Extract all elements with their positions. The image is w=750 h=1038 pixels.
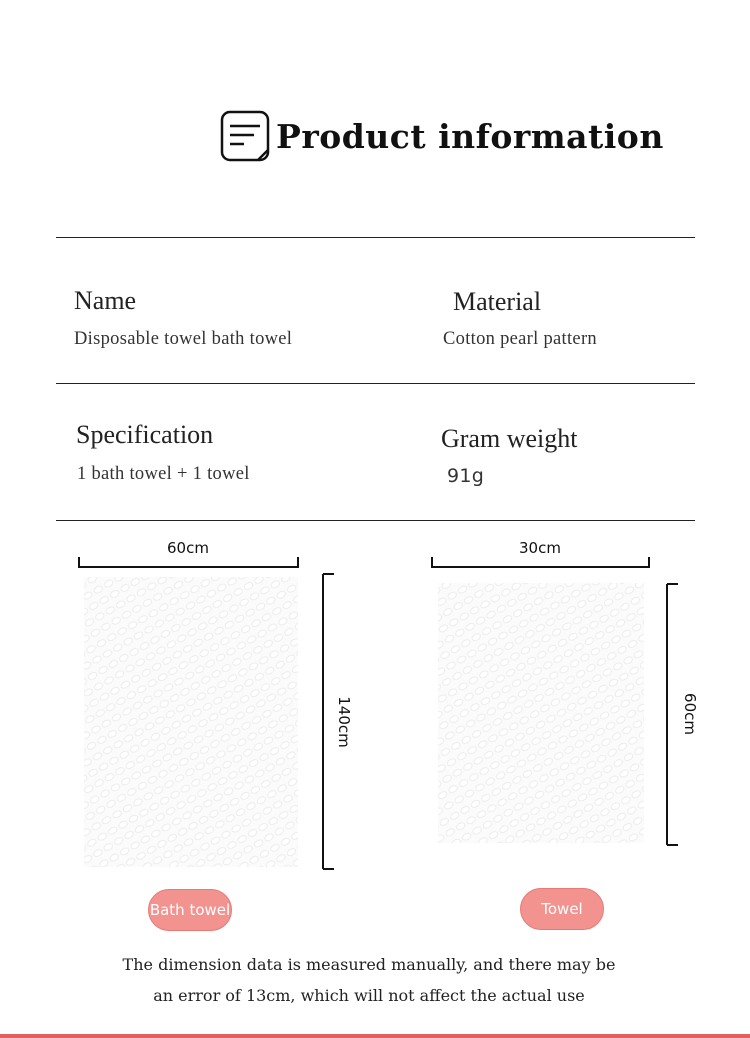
material-value: Cotton pearl pattern [443, 329, 597, 349]
bath-towel-badge: Bath towel [148, 889, 232, 931]
gram-weight-value: 91g [447, 465, 485, 487]
specification-value: 1 bath towel + 1 towel [77, 464, 250, 484]
towel-width-bracket [431, 556, 651, 570]
specification-label: Specification [76, 420, 214, 449]
bottom-accent-bar [0, 1034, 750, 1038]
towel-image [438, 583, 644, 843]
towel-length-label: 60cm [680, 693, 699, 735]
divider-middle [56, 383, 695, 384]
bath-towel-image [84, 577, 298, 867]
name-label: Name [74, 286, 137, 315]
measurement-note-line2: an error of 13cm, which will not affect the actual use [153, 986, 585, 1005]
bath-towel-length-label: 140cm [334, 696, 353, 748]
towel-badge: Towel [520, 888, 604, 930]
towel-length-bracket [664, 583, 680, 847]
page-title: Product information [276, 116, 664, 156]
document-lines-icon [220, 110, 270, 162]
bath-towel-length-bracket [320, 573, 336, 871]
bath-towel-width-label: 60cm [167, 539, 209, 557]
page-header [220, 108, 664, 164]
material-label: Material [453, 287, 542, 316]
measurement-note-line1: The dimension data is measured manually, and there may be [122, 955, 616, 974]
name-value: Disposable towel bath towel [74, 329, 293, 349]
towel-width-label: 30cm [519, 539, 561, 557]
divider-bottom [56, 520, 695, 521]
divider-top [56, 237, 695, 238]
gram-weight-label: Gram weight [441, 424, 578, 453]
bath-towel-width-bracket [78, 556, 300, 570]
